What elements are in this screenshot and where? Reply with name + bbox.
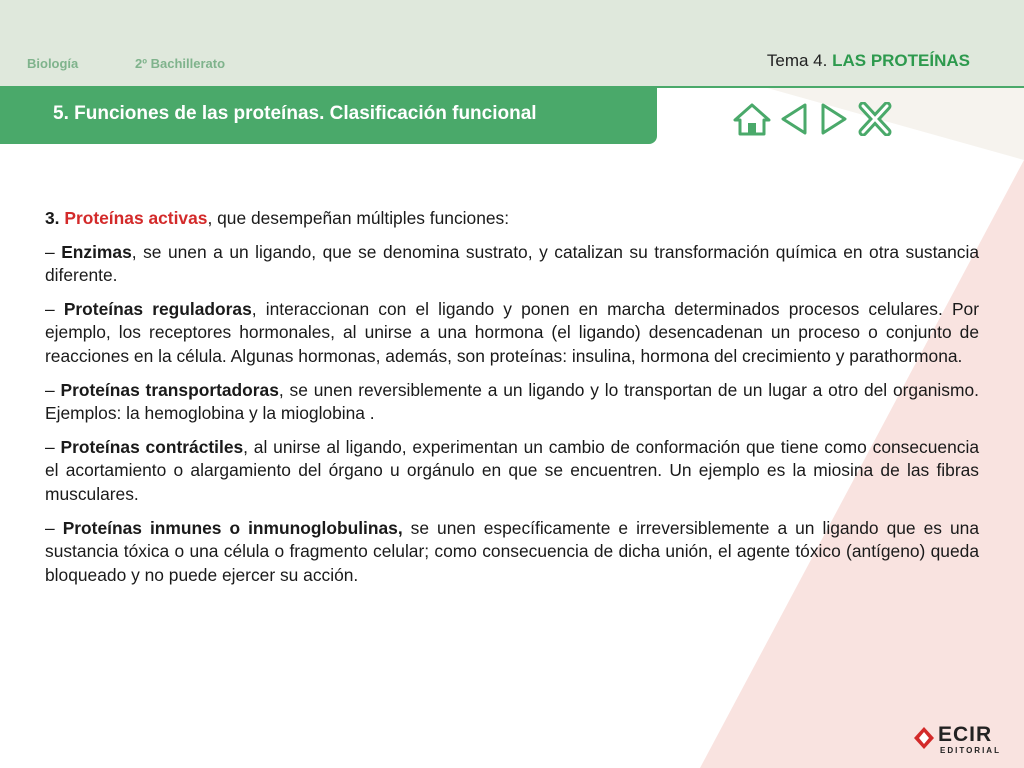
intro-number: 3. xyxy=(45,208,60,228)
item-term: Proteínas inmunes o inmunoglobulinas, xyxy=(62,517,403,538)
item-text: , al unirse al ligando, experimentan un cambio de conformación que tiene como consecuencia el acortamiento o alargamiento del órgano u orgánulo en que se encuentren. Un ejemplo es la miosina de las fibras musculares. xyxy=(45,436,979,504)
logo-subtext: EDITORIAL xyxy=(940,746,1001,755)
item-text: se unen específicamente e irreversiblemente a un ligando que es una sustancia tóxica o una célula o fragmento celular; como consecuencia de dicha unión, el agente tóxico (antígeno) queda bloqueado y no puede ejercer su acción. xyxy=(45,517,979,585)
navigation-bar xyxy=(733,102,893,136)
publisher-logo xyxy=(914,723,1000,759)
item-enzimas xyxy=(45,241,979,288)
item-dash: – xyxy=(45,436,61,457)
next-icon[interactable] xyxy=(817,102,851,136)
item-term: Proteínas contráctiles xyxy=(60,436,244,457)
close-icon[interactable] xyxy=(857,102,893,136)
topic-prefix: Tema 4. xyxy=(766,51,828,70)
topic-title xyxy=(767,51,970,71)
item-text: , se unen reversiblemente a un ligando y lo transportan de un lugar a otro del organismo. Ejemplos: la hemoglobina y la mioglobina . xyxy=(45,379,979,424)
main-content xyxy=(45,207,979,597)
item-dash: – xyxy=(45,241,62,262)
item-contractiles xyxy=(45,436,979,507)
item-term: Enzimas xyxy=(61,241,132,262)
item-term: Proteínas reguladoras xyxy=(63,298,252,319)
item-term: Proteínas transportadoras xyxy=(60,379,279,400)
item-text: , interaccionan con el ligando y ponen en marcha determinados procesos celulares. Por ejemplo, los receptores hormonales, al unirse a una hormona (el ligando) desencadenan un proceso o conjunto de reacciones en la célula. Algunas hormonas, además, son proteínas: insulina, hormona del crecimiento y parathormona. xyxy=(45,298,980,366)
level-label: 2º Bachillerato xyxy=(135,56,226,71)
top-banner xyxy=(0,0,1024,86)
item-dash: – xyxy=(45,379,61,400)
item-transportadoras xyxy=(45,379,979,426)
item-inmunes xyxy=(45,517,979,588)
item-text: , se unen a un ligando, que se denomina sustrato, y catalizan su transformación química en otra sustancia diferente. xyxy=(45,241,979,286)
home-icon[interactable] xyxy=(733,102,771,136)
topic-name: LAS PROTEÍNAS xyxy=(832,51,970,70)
intro-paragraph xyxy=(45,207,979,231)
intro-highlight: Proteínas activas xyxy=(64,208,208,228)
previous-icon[interactable] xyxy=(777,102,811,136)
subject-label: Biología xyxy=(27,56,79,71)
section-header xyxy=(0,86,657,144)
item-dash: – xyxy=(45,517,63,538)
logo-text: ECIR xyxy=(938,723,993,746)
item-dash: – xyxy=(45,298,64,319)
intro-text: , que desempeñan múltiples funciones: xyxy=(207,208,510,228)
ecir-logo-icon xyxy=(914,727,934,749)
item-reguladoras xyxy=(45,298,979,369)
section-title: 5. Funciones de las proteínas. Clasificación funcional xyxy=(53,103,537,124)
